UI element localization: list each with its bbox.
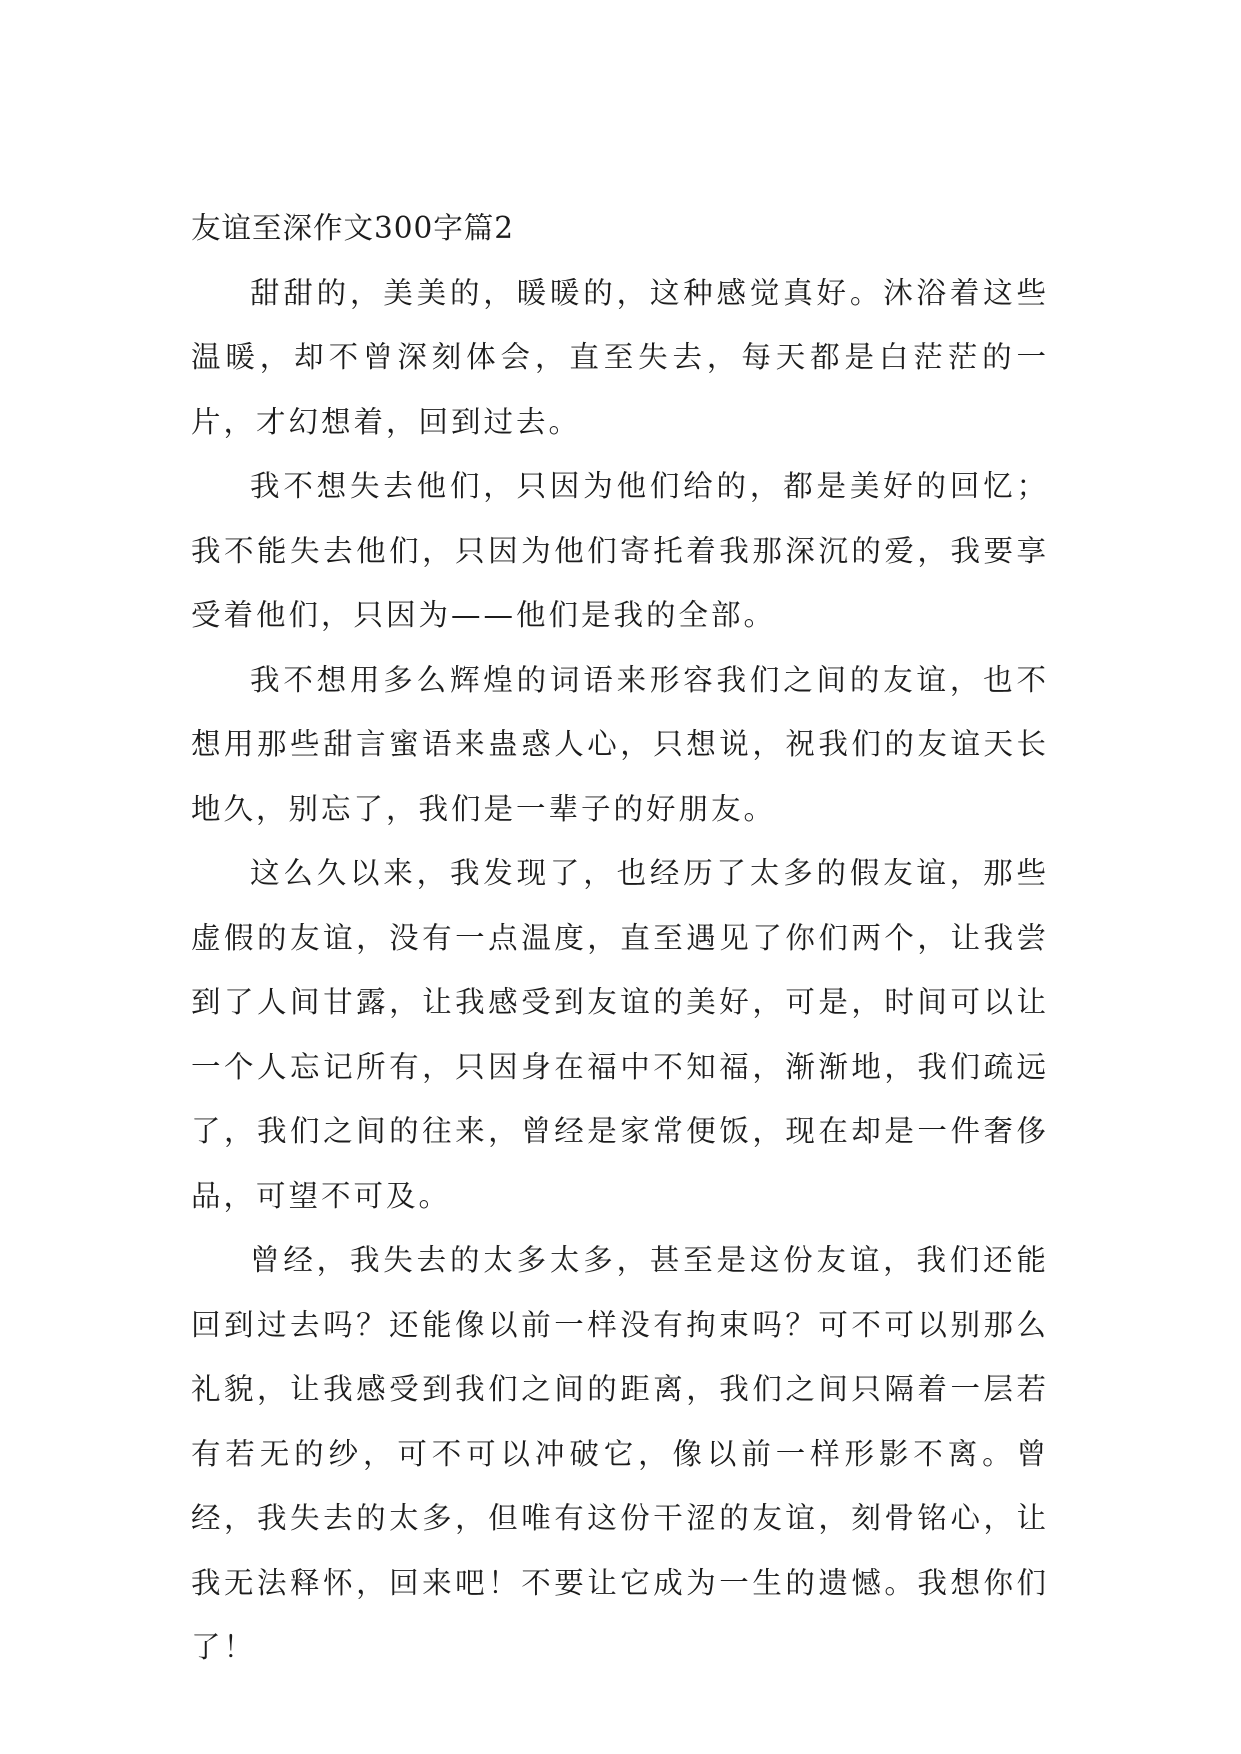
paragraph-1: 甜甜的，美美的，暖暖的，这种感觉真好。沐浴着这些温暖，却不曾深刻体会，直至失去，每天都是白茫茫的一片，才幻想着，回到过去。 <box>191 275 1049 439</box>
paragraph-4: 这么久以来，我发现了，也经历了太多的假友谊，那些虚假的友谊，没有一点温度，直至遇见了你们两个，让我尝到了人间甘露，让我感受到友谊的美好，可是，时间可以让一个人忘记所有，只因身在福中不知福，渐渐地，我们疏远了，我们之间的往来，曾经是家常便饭，现在却是一件奢侈品，可望不可及。 <box>191 856 1049 1213</box>
paragraph-3: 我不想用多么辉煌的词语来形容我们之间的友谊，也不想用那些甜言蜜语来蛊惑人心，只想说，祝我们的友谊天长地久，别忘了，我们是一辈子的好朋友。 <box>191 662 1049 826</box>
document-body <box>191 196 1049 1680</box>
document-title: 友谊至深作文300字篇2 <box>191 211 515 245</box>
paragraph-5: 曾经，我失去的太多太多，甚至是这份友谊，我们还能回到过去吗？还能像以前一样没有拘束吗？可不可以别那么礼貌，让我感受到我们之间的距离，我们之间只隔着一层若有若无的纱，可不可以冲破它，像以前一样形影不离。曾经，我失去的太多，但唯有这份干涩的友谊，刻骨铭心，让我无法释怀，回来吧！不要让它成为一生的遗憾。我想你们了！ <box>191 1243 1049 1664</box>
paragraph-2: 我不想失去他们，只因为他们给的，都是美好的回忆；我不能失去他们，只因为他们寄托着我那深沉的爱，我要享受着他们，只因为——他们是我的全部。 <box>191 469 1049 632</box>
